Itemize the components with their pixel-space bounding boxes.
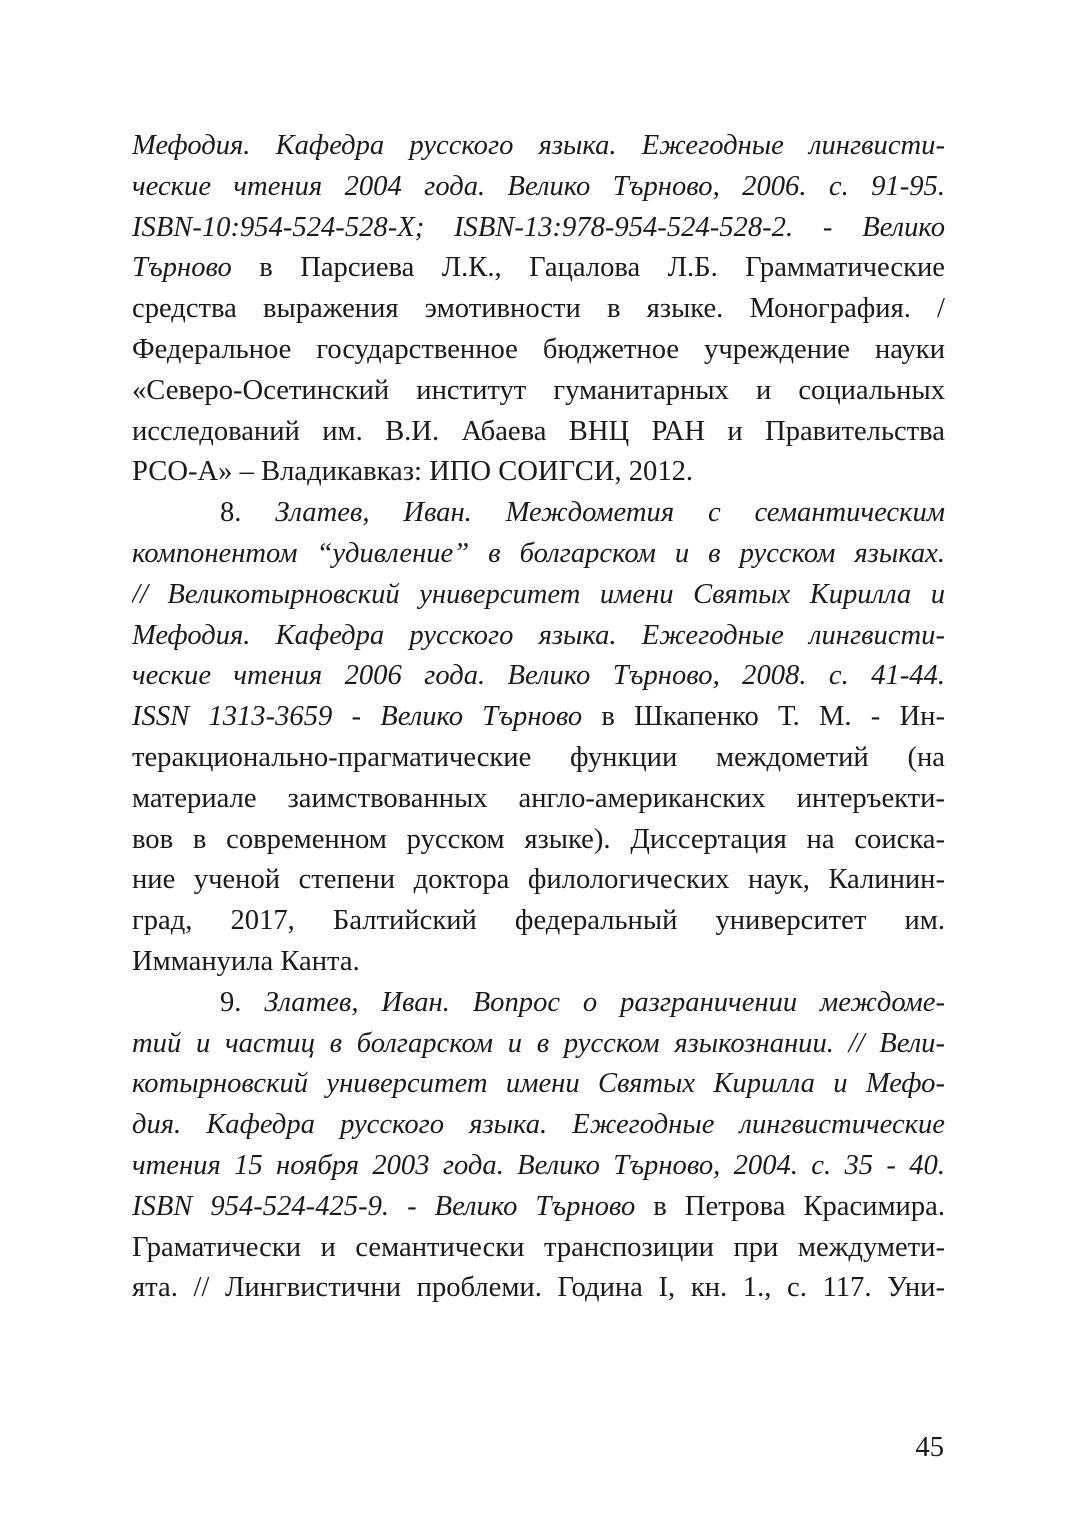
italic-segment: ISBN-10:954-524-528-X; ISBN-13:978-954-524-528-2. - Велико xyxy=(132,211,945,243)
entry-8-first-line xyxy=(132,493,945,534)
roman-segment: вов в современном русском языке). Диссертация на соиска- xyxy=(132,823,945,855)
italic-segment: Златев, Иван. Вопрос о разграничении междоме- xyxy=(264,986,945,1018)
italic-segment: тий и частиц в болгарском и в русском языкознании. // Вели- xyxy=(132,1027,945,1059)
roman-segment: «Северо-Осетинский институт гуманитарных и социальных xyxy=(132,374,945,406)
text-line xyxy=(132,534,945,575)
roman-segment: Граматически и семантически транспозиции при междумети- xyxy=(132,1231,945,1263)
roman-segment: материале заимствованных англо-американских интеръекти- xyxy=(132,782,945,814)
italic-segment: ISBN 954-524-425-9. - Велико Търново xyxy=(132,1190,636,1222)
italic-segment: Златев, Иван. Междометия с семантическим xyxy=(275,497,945,529)
text-line xyxy=(132,167,945,208)
text-line xyxy=(132,860,945,901)
italic-segment: ческие чтения 2004 года. Велико Търново, 2006. с. 91-95. xyxy=(132,170,945,202)
italic-segment: ческие чтения 2006 года. Велико Търново, 2008. с. 41-44. xyxy=(132,660,945,692)
text-line xyxy=(132,575,945,616)
italic-segment: Мефодия. Кафедра русского языка. Ежегодные лингвисти- xyxy=(132,619,945,651)
text-line xyxy=(132,779,945,820)
text-line xyxy=(132,1064,945,1105)
text-line xyxy=(132,1105,945,1146)
text-line xyxy=(132,738,945,779)
roman-segment: Федеральное государственное бюджетное учреждение науки xyxy=(132,333,945,365)
text-line xyxy=(132,820,945,861)
text-line xyxy=(132,208,945,249)
text-line xyxy=(132,289,945,330)
text-line xyxy=(132,126,945,167)
italic-segment: дия. Кафедра русского языка. Ежегодные лингвистические xyxy=(132,1109,945,1141)
roman-segment: в Шкапенко Т. М. - Ин- xyxy=(582,701,945,733)
text-line xyxy=(132,330,945,371)
text-line xyxy=(132,1228,945,1269)
italic-segment: компонентом “удивление” в болгарском и в русском языках. xyxy=(132,537,945,569)
roman-segment: в Парсиева Л.К., Гацалова Л.Б. Грамматические xyxy=(231,252,945,284)
entry-9-first-line xyxy=(132,983,945,1024)
italic-segment: котырновский университет имени Святых Кирилла и Мефо- xyxy=(132,1068,945,1100)
entry-number: 9. xyxy=(220,986,265,1018)
text-line xyxy=(132,656,945,697)
roman-segment: исследований им. В.И. Абаева ВНЦ РАН и Правительства xyxy=(132,415,945,447)
text-line xyxy=(132,248,945,289)
text-line xyxy=(132,616,945,657)
roman-segment: РСО-А» – Владикавказ: ИПО СОИГСИ, 2012. xyxy=(132,456,694,488)
bibliography-text xyxy=(132,126,945,1309)
italic-segment: ISSN 1313-3659 - Велико Търново xyxy=(132,701,583,733)
roman-segment: теракционально-прагматические функции междометий (на xyxy=(132,741,945,773)
text-line xyxy=(132,901,945,942)
text-line xyxy=(132,1268,945,1309)
text-line xyxy=(132,697,945,738)
italic-segment: чтения 15 ноября 2003 года. Велико Търново, 2004. с. 35 - 40. xyxy=(132,1149,945,1181)
italic-segment: Мефодия. Кафедра русского языка. Ежегодные лингвисти- xyxy=(132,130,945,161)
text-line xyxy=(132,1187,945,1228)
page-number: 45 xyxy=(915,1432,944,1463)
text-line xyxy=(132,452,945,493)
text-line xyxy=(132,1146,945,1187)
text-line xyxy=(132,1024,945,1065)
roman-segment: ние ученой степени доктора филологических наук, Калинин- xyxy=(132,864,945,896)
italic-segment: // Великотырновский университет имени Святых Кирилла и xyxy=(132,578,945,610)
roman-segment: ята. // Лингвистични проблеми. Година I, кн. 1., с. 117. Уни- xyxy=(132,1272,945,1304)
roman-segment: град, 2017, Балтийский федеральный университет им. xyxy=(132,905,945,937)
roman-segment: Иммануила Канта. xyxy=(132,945,360,977)
roman-segment: в Петрова Красимира. xyxy=(635,1190,945,1222)
entry-number: 8. xyxy=(220,497,276,529)
text-line xyxy=(132,371,945,412)
italic-segment: Търново xyxy=(132,252,232,284)
text-line xyxy=(132,412,945,453)
roman-segment: средства выражения эмотивности в языке. Монография. / xyxy=(132,293,945,325)
text-line xyxy=(132,942,945,983)
